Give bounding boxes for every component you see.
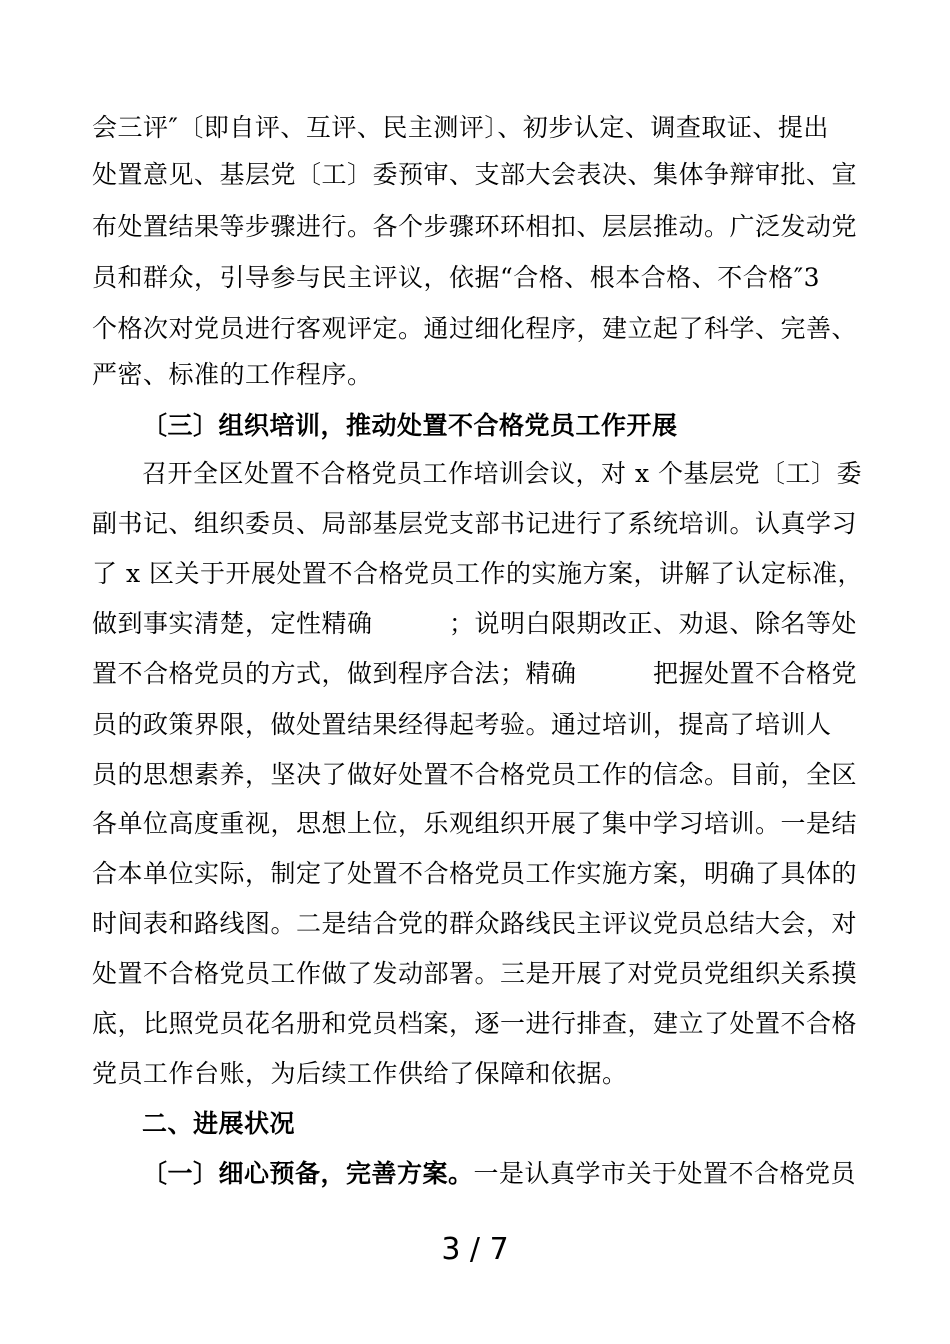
- subsection-line: [142, 1158, 912, 1190]
- section-heading: 〔三〕组织培训，推动处置不合格党员工作开展: [142, 411, 678, 440]
- paragraph-line: 做到事实清楚，定性精确 ；说明白限期改正、劝退、除名等处: [92, 609, 858, 638]
- paragraph-line: 置不合格党员的方式，做到程序合法；精确 把握处置不合格党: [92, 659, 858, 688]
- paragraph-line: 召开全区处置不合格党员工作培训会议，对 x 个基层党〔工〕委: [142, 459, 862, 488]
- paragraph-line: 布处置结果等步骤进行。各个步骤环环相扣、层层推动。广泛发动党: [92, 212, 858, 241]
- paragraph-line: 处置意见、基层党〔工〕委预审、支部大会表决、集体争辩审批、宣: [92, 160, 858, 189]
- paragraph-line: 副书记、组织委员、局部基层党支部书记进行了系统培训。认真学习: [92, 509, 858, 538]
- paragraph-line: 个格次对党员进行客观评定。通过细化程序，建立起了科学、完善、: [92, 314, 858, 343]
- paragraph-line: 员的政策界限，做处置结果经得起考验。通过培训，提高了培训人: [92, 710, 832, 739]
- paragraph-line: 会三评″〔即自评、互评、民主测评〕、初步认定、调查取证、提出: [92, 113, 829, 142]
- subsection-heading: 〔一〕细心预备，完善方案。: [142, 1159, 474, 1188]
- paragraph-line: 了 x 区关于开展处置不合格党员工作的实施方案，讲解了认定标准，: [92, 559, 863, 588]
- paragraph-line: 底，比照党员花名册和党员档案，逐一进行排查，建立了处置不合格: [92, 1009, 858, 1038]
- paragraph-line: 党员工作台账，为后续工作供给了保障和依据。: [92, 1059, 628, 1088]
- paragraph-line: 合本单位实际，制定了处置不合格党员工作实施方案，明确了具体的: [92, 859, 858, 888]
- paragraph-line: 员的思想素养，坚决了做好处置不合格党员工作的信念。目前，全区: [92, 760, 858, 789]
- paragraph-line: 处置不合格党员工作做了发动部署。三是开展了对党员党组织关系摸: [92, 959, 858, 988]
- section-heading: 二、进展状况: [142, 1109, 296, 1138]
- paragraph-line: 各单位高度重视，思想上位，乐观组织开展了集中学习培训。一是结: [92, 809, 858, 838]
- paragraph-line: 严密、标准的工作程序。: [92, 360, 373, 389]
- page-number: 3 / 7: [441, 1232, 509, 1267]
- subsection-text: 一是认真学市关于处置不合格党员: [473, 1159, 857, 1188]
- paragraph-line: 时间表和路线图。二是结合党的群众路线民主评议党员总结大会，对: [92, 909, 858, 938]
- paragraph-line: 员和群众，引导参与民主评议，依据“合格、根本合格、不合格″3: [92, 263, 821, 292]
